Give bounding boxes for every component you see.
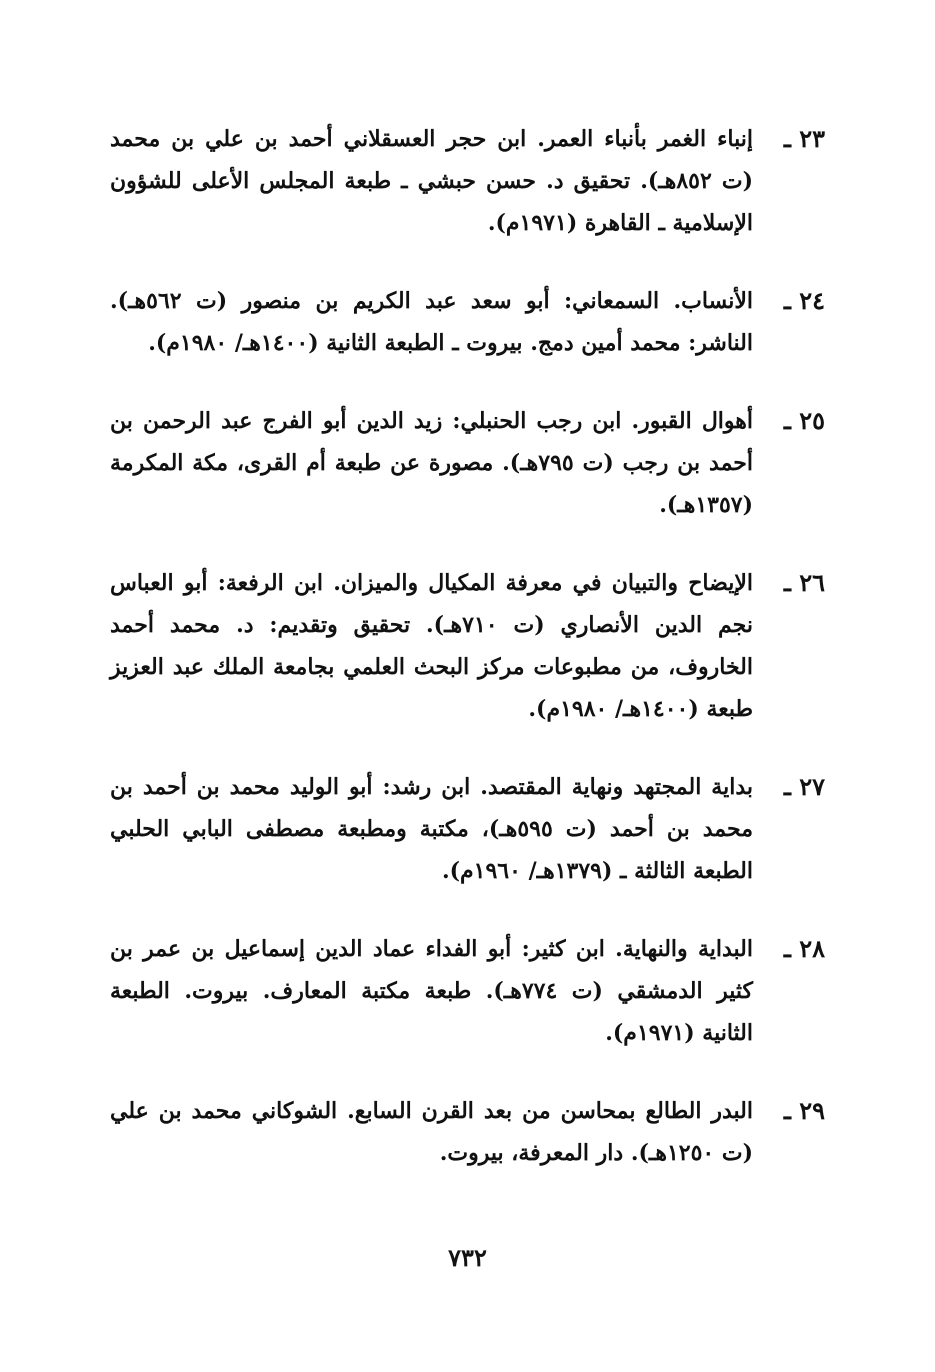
bibliography-entry-25 (110, 400, 825, 526)
bibliography-entry-23 (110, 118, 825, 244)
page-number: ٧٣٢ (448, 1243, 487, 1272)
entry-number: ٢٣ ـ (783, 124, 825, 153)
bibliography-list (110, 118, 825, 1210)
entry-text: الإيضاح والتبيان في معرفة المكيال والميزان. ابن الرفعة: أبو العباس نجم الدين الأنصاري (ت ٧١٠هـ). تحقيق وتقديم: د. محمد أحمد الخاروف، من مطبوعات مركز البحث العلمي بجامعة الملك عبد العزيز طبعة (١٤٠٠هـ/ ١٩٨٠م). (110, 570, 753, 722)
bibliography-entry-27 (110, 766, 825, 892)
entry-number: ٢٩ ـ (783, 1096, 825, 1125)
entry-text: أهوال القبور. ابن رجب الحنبلي: زيد الدين أبو الفرج عبد الرحمن بن أحمد بن رجب (ت ٧٩٥هـ). مصورة عن طبعة أم القرى، مكة المكرمة (١٣٥٧هـ). (110, 408, 754, 518)
entry-number: ٢٧ ـ (783, 772, 825, 801)
entry-number: ٢٤ ـ (783, 286, 825, 315)
bibliography-entry-28 (110, 928, 825, 1054)
entry-text: إنباء الغمر بأنباء العمر. ابن حجر العسقلاني أحمد بن علي بن محمد (ت ٨٥٢هـ). تحقيق د. حسن حبشي ـ طبعة المجلس الأعلى للشؤون الإسلامية ـ القاهرة (١٩٧١م). (110, 126, 754, 236)
entry-text: البداية والنهاية. ابن كثير: أبو الفداء عماد الدين إسماعيل بن عمر بن كثير الدمشقي (ت ٧٧٤هـ). طبعة مكتبة المعارف. بيروت. الطبعة الثانية (١٩٧١م). (110, 936, 753, 1046)
entry-text: الأنساب. السمعاني: أبو سعد عبد الكريم بن منصور (ت ٥٦٢هـ). الناشر: محمد أمين دمج. بيروت ـ الطبعة الثانية (١٤٠٠هـ/ ١٩٨٠م). (110, 288, 753, 356)
bibliography-entry-29 (110, 1090, 825, 1174)
entry-number: ٢٥ ـ (783, 406, 825, 435)
entry-text: البدر الطالع بمحاسن من بعد القرن السابع. الشوكاني محمد بن علي (ت ١٢٥٠هـ). دار المعرفة، بيروت. (110, 1098, 753, 1166)
bibliography-entry-24 (110, 280, 825, 364)
entry-number: ٢٨ ـ (783, 934, 825, 963)
entry-number: ٢٦ ـ (783, 568, 825, 597)
entry-text: بداية المجتهد ونهاية المقتصد. ابن رشد: أبو الوليد محمد بن أحمد بن محمد بن أحمد (ت ٥٩٥هـ)، مكتبة ومطبعة مصطفى البابي الحلبي الطبعة الثالثة ـ (١٣٧٩هـ/ ١٩٦٠م). (110, 774, 753, 884)
bibliography-entry-26 (110, 562, 825, 730)
